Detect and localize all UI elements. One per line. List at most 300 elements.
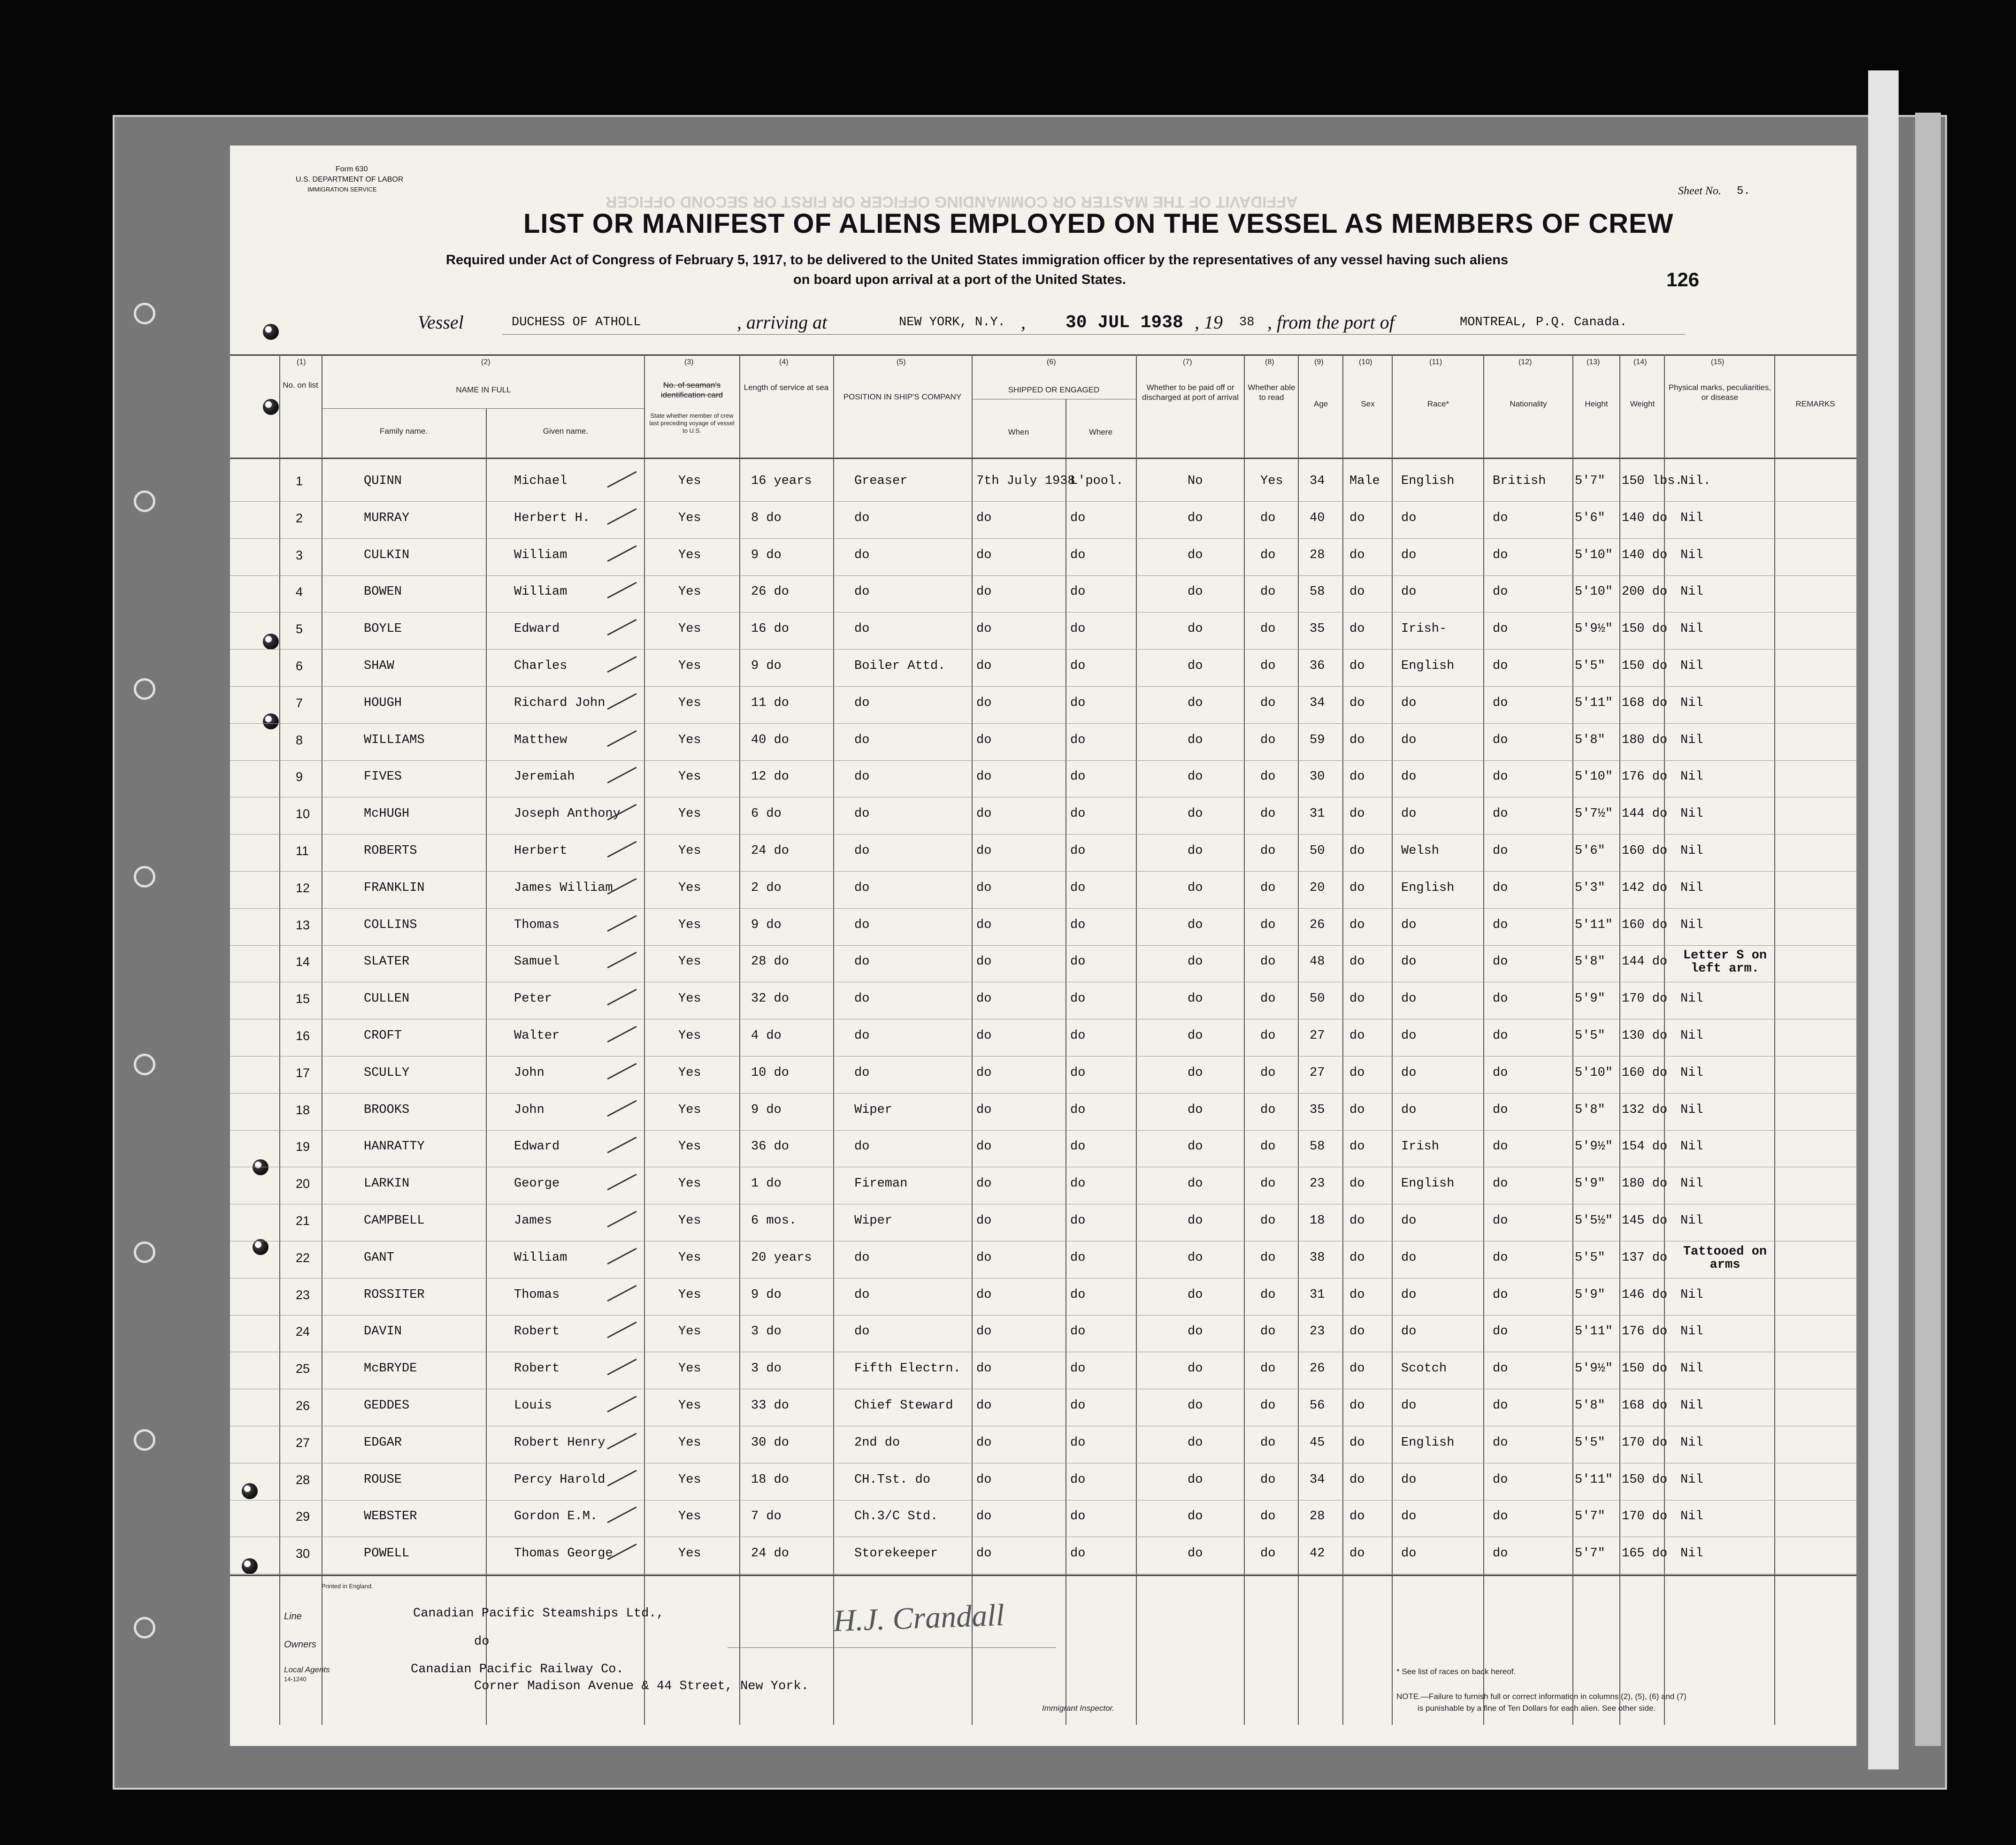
nationality: do [1493,807,1508,821]
shipped-where: do [1070,1472,1086,1487]
shipped-where: do [1070,733,1086,747]
race: English [1401,659,1455,673]
sex: do [1349,1029,1365,1043]
name-subheader-rule [322,408,644,409]
previous-voyage: Yes [678,548,701,562]
shipped-when: do [976,918,992,932]
able-to-read: do [1260,696,1276,710]
paid-off: do [1188,770,1203,784]
previous-voyage: Yes [678,880,701,895]
paid-off: do [1188,1065,1203,1080]
shipped-when: do [976,1102,992,1117]
tick-mark-icon [607,1174,636,1191]
shipped-where: do [1070,1509,1086,1524]
inspector-signature: H.J. Crandall [832,1598,1005,1638]
height: 5'11" [1575,1324,1613,1339]
col-line [1136,354,1137,1725]
punch-hole [263,634,279,650]
col-line [1483,354,1484,1725]
nationality: do [1493,622,1508,636]
family-name: WEBSTER [364,1509,417,1524]
age: 36 [1310,659,1325,673]
paid-off: do [1188,1324,1203,1339]
given-name: James William [514,880,613,895]
physical-marks: Nil [1680,1509,1703,1524]
length-of-service: 1 do [751,1177,782,1191]
row-number: 9 [296,770,303,784]
previous-voyage: Yes [678,1324,701,1339]
paid-off: do [1188,1399,1203,1413]
vessel-underline [502,334,1685,335]
shipped-when: do [976,1029,992,1043]
binder-hole [134,1429,155,1451]
able-to-read: do [1260,807,1276,821]
family-name: CROFT [364,1029,402,1043]
shipped-when: do [976,992,992,1006]
length-of-service: 2 do [751,880,782,895]
subtitle-line-2: on board upon arrival at a port of the United States. [793,272,1126,287]
nationality: do [1493,918,1508,932]
age: 56 [1310,1399,1325,1413]
physical-marks: Nil [1680,918,1703,932]
age: 42 [1310,1546,1325,1561]
shipped-where: do [1070,1029,1086,1043]
paid-off: do [1188,548,1203,562]
header-nationality: Nationality [1510,399,1547,408]
shipped-when: do [976,1065,992,1080]
age: 26 [1310,1362,1325,1376]
height: 5'8" [1575,1102,1605,1117]
row-number: 11 [296,844,309,858]
length-of-service: 4 do [751,1029,782,1043]
length-of-service: 10 do [751,1065,790,1080]
length-of-service: 24 do [751,1546,790,1561]
row-number: 23 [296,1287,310,1302]
year-label: , 19 [1195,312,1223,333]
row-number: 1 [296,474,303,488]
col-line [833,354,834,1725]
physical-marks: Nil [1680,1324,1703,1339]
race: do [1401,955,1417,969]
given-name: Robert [514,1324,560,1339]
position: 2nd do [854,1435,900,1450]
weight: 154 do [1622,1140,1668,1154]
subtitle-line-1: Required under Act of Congress of February 5, 1917, to be delivered to the United States immigration officer by the representatives of any vessel having such aliens [446,253,1509,268]
position: do [854,622,870,636]
nationality: do [1493,511,1508,525]
row-number: 13 [296,918,310,932]
binder-hole [134,866,155,888]
given-name: George [514,1177,560,1191]
shipped-where: do [1070,880,1086,895]
shipped-where: do [1070,1177,1086,1191]
shipped-where: do [1070,918,1086,932]
weight: 170 do [1622,1435,1668,1450]
shipped-where: do [1070,696,1086,710]
shipped-when: do [976,1546,992,1561]
given-name: William [514,1250,567,1265]
row-number: 27 [296,1435,310,1450]
shipped-when: do [976,1140,992,1154]
header-given-name: Given name. [543,427,589,436]
age: 30 [1310,770,1325,784]
given-name: Herbert [514,844,567,858]
row-number: 25 [296,1362,310,1376]
physical-marks: Nil [1680,696,1703,710]
family-name: HOUGH [364,696,402,710]
col-line [279,354,280,1725]
race: Irish- [1401,622,1447,636]
nationality: do [1493,1472,1508,1487]
shipped-where: do [1070,1546,1086,1561]
punch-hole [253,1239,268,1255]
race: do [1401,1102,1417,1117]
family-name: POWELL [364,1546,410,1561]
col-line [1392,354,1393,1725]
paid-off: do [1188,1287,1203,1302]
physical-marks: Nil [1680,1287,1703,1302]
age: 27 [1310,1065,1325,1080]
shipped-where: do [1070,1324,1086,1339]
paid-off: do [1188,622,1203,636]
family-name: GANT [364,1250,394,1265]
height: 5'9½" [1575,622,1613,636]
nationality: do [1493,1399,1508,1413]
physical-marks: Nil [1680,844,1703,858]
owners-label: Owners [284,1639,316,1650]
height: 5'10" [1575,548,1613,562]
colnum-4: (4) [779,358,789,366]
previous-voyage: Yes [678,1102,701,1117]
height: 5'9" [1575,1287,1605,1302]
position: do [854,992,870,1006]
shipped-when: do [976,770,992,784]
previous-voyage: Yes [678,844,701,858]
manifest-page [230,145,1856,1746]
given-name: Gordon E.M. [514,1509,598,1524]
header-seaman-id-struck: No. of seaman's identification card [660,381,723,399]
weight: 140 do [1622,548,1668,562]
nationality: do [1493,548,1508,562]
nationality: do [1493,1029,1508,1043]
family-name: HANRATTY [364,1140,425,1154]
nationality: do [1493,1435,1508,1450]
previous-voyage: Yes [678,770,701,784]
col-line [972,354,973,1725]
age: 50 [1310,844,1325,858]
given-name: William [514,548,567,562]
shipped-where: do [1070,1435,1086,1450]
length-of-service: 11 do [751,696,790,710]
given-name: William [514,585,567,599]
row-number: 29 [296,1509,310,1524]
sex: do [1349,1546,1365,1561]
shipped-when: do [976,807,992,821]
backing-sheet-edge-2 [1915,113,1941,1746]
nationality: do [1493,733,1508,747]
age: 38 [1310,1250,1325,1265]
length-of-service: 9 do [751,918,782,932]
tick-mark-icon [607,841,636,858]
weight: 150 do [1622,1472,1668,1487]
physical-marks: Nil [1680,807,1703,821]
age: 58 [1310,1140,1325,1154]
physical-marks: Nil [1680,1102,1703,1117]
physical-marks: Nil [1680,511,1703,525]
previous-voyage: Yes [678,1177,701,1191]
punch-hole [242,1558,258,1574]
previous-voyage: Yes [678,992,701,1006]
position: Boiler Attd. [854,659,946,673]
physical-marks: Nil [1680,659,1703,673]
row-number: 14 [296,955,310,969]
port-separator: , [1021,312,1026,333]
height: 5'5" [1575,1250,1605,1265]
agents-label: Local Agents [284,1665,330,1674]
previous-voyage: Yes [678,807,701,821]
previous-voyage: Yes [678,511,701,525]
position: do [854,844,870,858]
shipped-where: do [1070,622,1086,636]
height: 5'7" [1575,1546,1605,1561]
header-race: Race* [1427,399,1449,408]
age: 28 [1310,1509,1325,1524]
row-number: 19 [296,1140,310,1154]
previous-voyage: Yes [678,1029,701,1043]
nationality: do [1493,1214,1508,1228]
able-to-read: do [1260,1102,1276,1117]
header-no-on-list: No. on list [283,381,318,390]
height: 5'5½" [1575,1214,1613,1228]
header-seaman-id-note: State whether member of crew last preceding voyage of vessel to U.S. [649,412,735,434]
family-name: SLATER [364,955,410,969]
colnum-6: (6) [1047,358,1056,366]
penalty-note-2: is punishable by a fine of Ten Dollars for each alien. See other side. [1418,1704,1656,1713]
physical-marks: Nil [1680,1472,1703,1487]
paid-off: do [1188,918,1203,932]
weight: 132 do [1622,1102,1668,1117]
physical-marks: Nil [1680,1362,1703,1376]
able-to-read: do [1260,1065,1276,1080]
colnum-15: (15) [1711,358,1725,366]
able-to-read: do [1260,955,1276,969]
tick-mark-icon [607,619,636,636]
height: 5'5" [1575,659,1605,673]
sex: do [1349,548,1365,562]
age: 34 [1310,696,1325,710]
tick-mark-icon [607,1396,636,1413]
paid-off: do [1188,807,1203,821]
tick-mark-icon [607,1026,636,1043]
shipped-where: do [1070,1287,1086,1302]
sex: do [1349,1324,1365,1339]
tick-mark-icon [607,656,636,673]
previous-voyage: Yes [678,659,701,673]
previous-voyage: Yes [678,733,701,747]
previous-voyage: Yes [678,1546,701,1561]
length-of-service: 24 do [751,844,790,858]
family-name: LARKIN [364,1177,410,1191]
family-name: BOWEN [364,585,402,599]
family-name: ROBERTS [364,844,417,858]
weight: 142 do [1622,880,1668,895]
length-of-service: 16 do [751,622,790,636]
shipped-when: do [976,733,992,747]
position: CH.Tst. do [854,1472,931,1487]
paid-off: do [1188,844,1203,858]
able-to-read: do [1260,1287,1276,1302]
age: 34 [1310,1472,1325,1487]
binder-hole [134,1241,155,1263]
shipped-where: do [1070,548,1086,562]
row-rule [230,1130,1856,1131]
family-name: CULKIN [364,548,410,562]
length-of-service: 6 do [751,807,782,821]
able-to-read: do [1260,1399,1276,1413]
paid-off: do [1188,585,1203,599]
physical-marks: Nil [1680,992,1703,1006]
paid-off: do [1188,696,1203,710]
nationality: do [1493,1287,1508,1302]
length-of-service: 26 do [751,585,790,599]
colnum-3: (3) [684,358,694,366]
arriving-label: , arriving at [737,312,828,333]
row-number: 18 [296,1102,310,1117]
row-number: 17 [296,1065,310,1080]
tick-mark-icon [607,1100,636,1117]
height: 5'10" [1575,1065,1613,1080]
col-line [486,408,487,1725]
length-of-service: 9 do [751,548,782,562]
row-rule [230,945,1856,946]
shipped-when: do [976,1399,992,1413]
family-name: FRANKLIN [364,880,425,895]
punch-hole [263,399,279,415]
height: 5'9½" [1575,1140,1613,1154]
given-name: Edward [514,1140,560,1154]
length-of-service: 28 do [751,955,790,969]
given-name: Jeremiah [514,770,575,784]
able-to-read: do [1260,1546,1276,1561]
given-name: Samuel [514,955,560,969]
physical-marks: Nil [1680,1140,1703,1154]
department-label: U.S. DEPARTMENT OF LABOR [296,176,404,184]
header-bottom-rule [230,458,1856,459]
position: Wiper [854,1214,893,1228]
weight: 150 do [1622,659,1668,673]
previous-voyage: Yes [678,1287,701,1302]
position: do [854,918,870,932]
tick-mark-icon [607,915,636,932]
physical-marks: Nil [1680,1435,1703,1450]
agents-value-2: Corner Madison Avenue & 44 Street, New York. [474,1679,809,1693]
nationality: do [1493,1546,1508,1561]
sex: do [1349,1065,1365,1080]
tick-mark-icon [607,1248,636,1265]
height: 5'3" [1575,880,1605,895]
col-line [1774,354,1775,1725]
weight: 165 do [1622,1546,1668,1561]
col-line [1342,354,1343,1725]
position: do [854,955,870,969]
able-to-read: do [1260,992,1276,1006]
position: do [854,585,870,599]
age: 27 [1310,1029,1325,1043]
tick-mark-icon [607,693,636,710]
shipped-where: do [1070,955,1086,969]
shipped-where: do [1070,1214,1086,1228]
race: do [1401,1250,1417,1265]
given-name: Walter [514,1029,560,1043]
nationality: British [1493,474,1546,488]
sex: Male [1349,474,1380,488]
previous-voyage: Yes [678,1362,701,1376]
race: do [1401,696,1417,710]
shipped-when: do [976,1362,992,1376]
row-number: 12 [296,880,310,895]
shipped-when: do [976,1214,992,1228]
sex: do [1349,1102,1365,1117]
given-name: James [514,1214,552,1228]
height: 5'11" [1575,918,1613,932]
sex: do [1349,622,1365,636]
previous-voyage: Yes [678,1399,701,1413]
height: 5'11" [1575,696,1613,710]
height: 5'8" [1575,1399,1605,1413]
weight: 140 do [1622,511,1668,525]
shipped-where: do [1070,1399,1086,1413]
shipped-where: do [1070,770,1086,784]
weight: 180 do [1622,733,1668,747]
row-number: 10 [296,807,310,821]
row-number: 22 [296,1250,310,1265]
height: 5'6" [1575,844,1605,858]
row-rule [230,686,1856,687]
weight: 145 do [1622,1214,1668,1228]
given-name: Robert Henry [514,1435,606,1450]
able-to-read: do [1260,548,1276,562]
age: 18 [1310,1214,1325,1228]
age: 23 [1310,1324,1325,1339]
weight: 144 do [1622,955,1668,969]
row-rule [230,871,1856,872]
sex: do [1349,1509,1365,1524]
row-number: 20 [296,1177,310,1191]
signature-line [728,1647,1056,1648]
length-of-service: 8 do [751,511,782,525]
given-name: Peter [514,992,552,1006]
header-name-in-full: NAME IN FULL [456,385,511,394]
weight: 150 do [1622,1362,1668,1376]
race: Scotch [1401,1362,1447,1376]
length-of-service: 9 do [751,659,782,673]
position: do [854,807,870,821]
position: Wiper [854,1102,893,1117]
length-of-service: 36 do [751,1140,790,1154]
sex: do [1349,918,1365,932]
weight: 180 do [1622,1177,1668,1191]
previous-voyage: Yes [678,1435,701,1450]
shipped-when: do [976,1250,992,1265]
weight: 200 do [1622,585,1668,599]
previous-voyage: Yes [678,1214,701,1228]
able-to-read: do [1260,1362,1276,1376]
position: Fireman [854,1177,908,1191]
shipped-where: do [1070,992,1086,1006]
physical-marks: Nil [1680,1214,1703,1228]
weight: 160 do [1622,918,1668,932]
header-position: POSITION IN SHIP'S COMPANY [843,392,962,401]
